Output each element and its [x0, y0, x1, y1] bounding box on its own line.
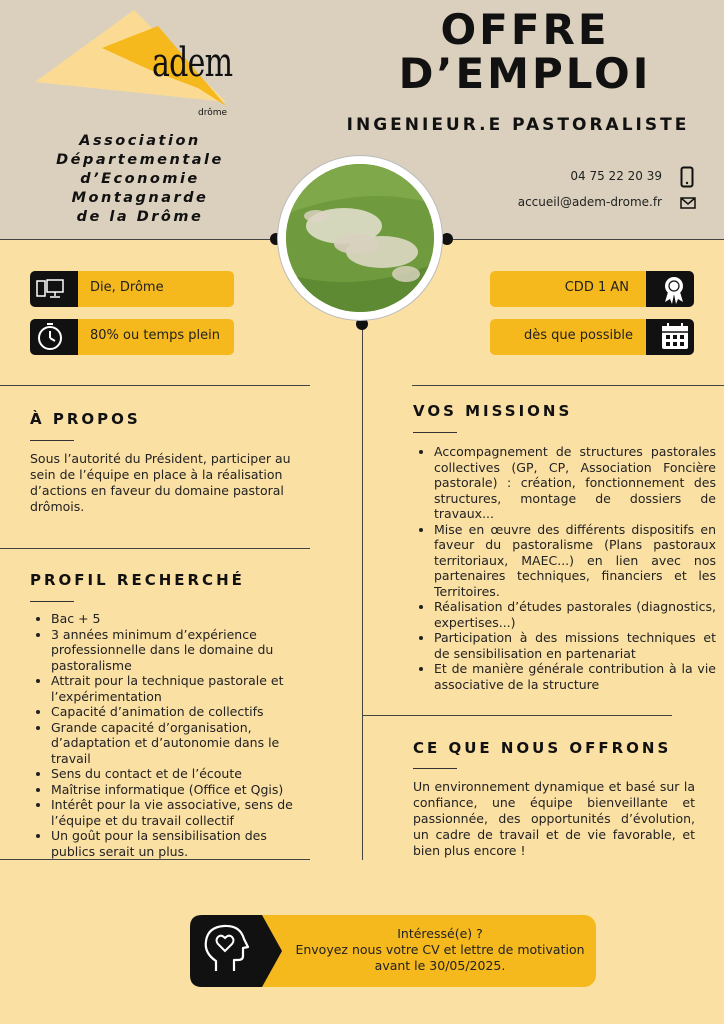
logo-wordmark: adem — [152, 40, 233, 86]
organization-name: Association Départementale d’Economie Montagnarde de la Drôme — [56, 133, 224, 225]
title-underline — [30, 440, 74, 441]
list-item: • Réalisation d’études pastorales (diagnostics, expertises...) — [434, 599, 716, 630]
divider — [0, 385, 310, 386]
about-text: Sous l’autorité du Président, participer au sein de l’équipe en place à la réalisation d’actions en faveur du domaine pastoral drômois. — [30, 451, 291, 514]
call-to-action-text: Intéressé(e) ? Envoyez nous votre CV et lettre de motivation avant le 30/05/2025. — [295, 926, 585, 973]
award-badge-icon — [646, 271, 694, 307]
title-underline — [413, 432, 457, 433]
divider — [0, 548, 310, 549]
divider — [412, 385, 724, 386]
title-underline — [30, 601, 74, 602]
award-badge-icon-box — [646, 271, 694, 307]
connector-dot — [441, 233, 453, 245]
offer-text: Un environnement dynamique et basé sur la confiance, une équipe bienveillante et passionnée, des opportunités d’évolution, un cadre de travail et de vie favorable, et bien plus encore ! — [413, 779, 695, 858]
stopwatch-icon — [30, 319, 78, 355]
title-underline — [413, 768, 457, 769]
list-item: • Grande capacité d’organisation, d’adaptation et d’autonomie dans le travail — [51, 720, 303, 767]
divider — [446, 239, 724, 240]
about-title: À PROPOS — [30, 410, 141, 428]
list-item: • Un goût pour la sensibilisation des publics serait un plus. — [51, 828, 303, 859]
page-title: OFFRE D’EMPLOI — [398, 5, 652, 98]
missions-title: VOS MISSIONS — [413, 402, 573, 420]
list-item: • Maîtrise informatique (Office et Qgis) — [51, 782, 303, 798]
list-item: • 3 années minimum d’expérience professionnelle dans le domaine du pastoralisme — [51, 627, 303, 674]
profile-list — [30, 611, 303, 859]
list-item: • Sens du contact et de l’écoute — [51, 766, 303, 782]
list-item: • Intérêt pour la vie associative, sens de l’équipe et du travail collectif — [51, 797, 303, 828]
divider — [0, 239, 281, 240]
start-date-text: dès que possible — [523, 328, 633, 343]
offer-title: CE QUE NOUS OFFRONS — [413, 739, 672, 757]
working-time-text: 80% ou temps plein — [90, 328, 220, 343]
profile-title: PROFIL RECHERCHÉ — [30, 571, 245, 589]
divider — [0, 859, 310, 860]
vertical-divider — [362, 322, 363, 860]
head-heart-icon — [190, 915, 282, 987]
phone-number: 04 75 22 20 39 — [570, 169, 662, 183]
list-item: • Mise en œuvre des différents dispositifs en faveur du pastoralisme (Plans pastoraux territoriaux, MAEC...) en lien avec nos partenaires techniques, financiers et les Territoires. — [434, 522, 716, 600]
computer-icon — [30, 271, 78, 307]
list-item: • Et de manière générale contribution à la vie associative de la structure — [434, 661, 716, 692]
smartphone-icon — [680, 166, 694, 188]
calendar-icon-box — [646, 319, 694, 355]
calendar-icon — [646, 319, 694, 355]
list-item: • Bac + 5 — [51, 611, 303, 627]
stopwatch-icon-box — [30, 319, 78, 355]
job-title: INGENIEUR.E PASTORALISTE — [346, 115, 690, 135]
computer-icon-box — [30, 271, 78, 307]
list-item: • Attrait pour la technique pastorale et l’expérimentation — [51, 673, 303, 704]
envelope-icon — [680, 197, 696, 209]
list-item: • Capacité d’animation de collectifs — [51, 704, 303, 720]
email-address[interactable]: accueil@adem-drome.fr — [517, 195, 662, 209]
logo-subtext: drôme — [198, 108, 228, 118]
list-item: • Accompagnement de structures pastorales collectives (GP, CP, Association Foncière pastorale) : création, fonctionnement des structures, montage de dossiers de travaux... — [434, 444, 716, 522]
divider — [362, 715, 672, 716]
location-text: Die, Drôme — [90, 280, 164, 295]
missions-list — [413, 444, 716, 692]
sheep-flock-photo — [278, 156, 442, 320]
contract-text: CDD 1 AN — [564, 280, 629, 295]
list-item: • Participation à des missions techniques et de sensibilisation en partenariat — [434, 630, 716, 661]
